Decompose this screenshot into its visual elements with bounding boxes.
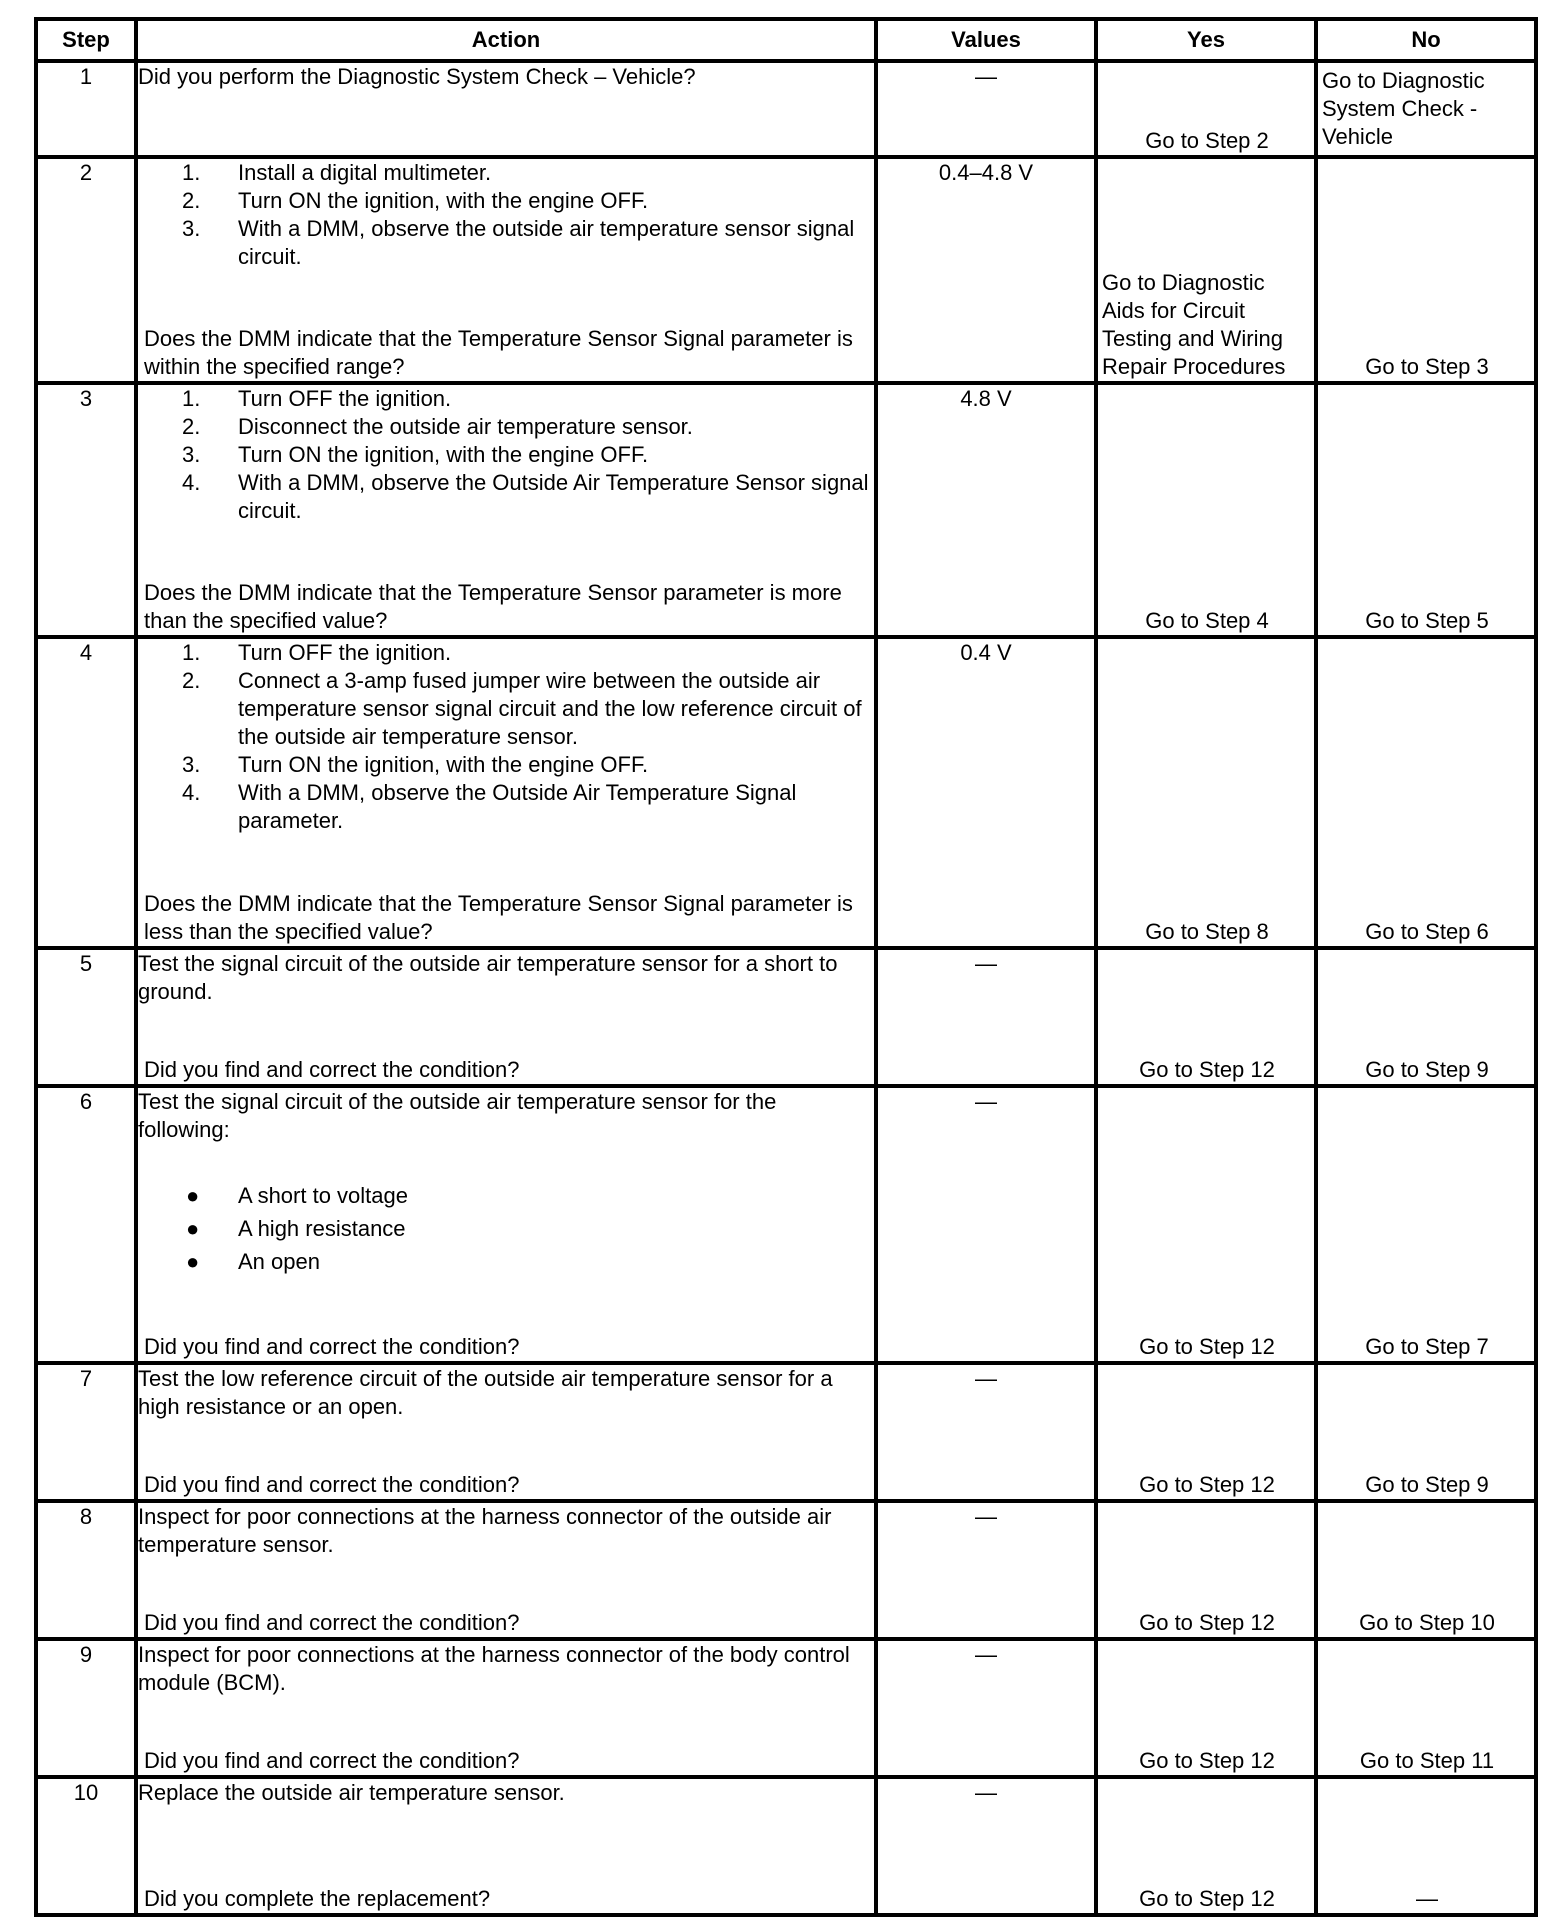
no-text: Go to Step 7: [1365, 1334, 1489, 1359]
yes-cell: [1096, 948, 1316, 1086]
values-cell: 0.4–4.8 V: [876, 157, 1096, 383]
yes-cell: [1096, 1501, 1316, 1639]
no-cell: [1316, 1639, 1536, 1777]
values-cell: —: [876, 61, 1096, 157]
action-intro: Test the signal circuit of the outside air temperature sensor for a short to ground.: [138, 951, 838, 1004]
action-intro: Test the signal circuit of the outside air temperature sensor for the following:: [138, 1089, 777, 1142]
header-no: No: [1316, 19, 1536, 61]
action-question: Does the DMM indicate that the Temperature Sensor parameter is more than the specified value?: [144, 580, 842, 633]
action-step: 3. Turn ON the ignition, with the engine OFF.: [182, 442, 649, 467]
step-number: 4: [36, 637, 136, 948]
action-intro: Test the low reference circuit of the outside air temperature sensor for a high resistance or an open.: [138, 1366, 833, 1419]
step-number: 6: [36, 1086, 136, 1363]
values-cell: 4.8 V: [876, 383, 1096, 637]
yes-text: Go to Step 2: [1145, 128, 1269, 153]
table-row: [36, 383, 1536, 637]
yes-text: Go to Diagnostic Aids for Circuit Testing and Wiring Repair Procedures: [1102, 270, 1286, 379]
action-question: Did you complete the replacement?: [144, 1886, 491, 1911]
action-bullet: ● An open: [186, 1249, 320, 1274]
action-steps: [138, 385, 874, 525]
no-cell: [1316, 1086, 1536, 1363]
action-intro: Inspect for poor connections at the harness connector of the outside air temperature sensor.: [138, 1504, 832, 1557]
yes-cell: [1096, 61, 1316, 157]
step-number: 8: [36, 1501, 136, 1639]
action-question: Did you find and correct the condition?: [144, 1748, 520, 1773]
action-question: Did you find and correct the condition?: [144, 1057, 520, 1082]
action-cell: [136, 1086, 876, 1363]
values-cell: —: [876, 1501, 1096, 1639]
table-row: [36, 1639, 1536, 1777]
no-text: Go to Diagnostic System Check - Vehicle: [1322, 68, 1485, 149]
yes-cell: [1096, 637, 1316, 948]
no-text: Go to Step 11: [1359, 1748, 1495, 1773]
action-step: 3. With a DMM, observe the outside air temperature sensor signal circuit.: [182, 216, 855, 269]
header-action: Action: [136, 19, 876, 61]
no-text: —: [1416, 1886, 1438, 1911]
action-question: Does the DMM indicate that the Temperature Sensor Signal parameter is less than the specified value?: [144, 891, 853, 944]
action-cell: [136, 637, 876, 948]
no-text: Go to Step 6: [1365, 919, 1489, 944]
step-number: 7: [36, 1363, 136, 1501]
no-cell: [1316, 157, 1536, 383]
step-number: 1: [36, 61, 136, 157]
values-cell: —: [876, 948, 1096, 1086]
yes-text: Go to Step 12: [1139, 1610, 1275, 1635]
action-cell: [136, 1639, 876, 1777]
no-cell: [1316, 1501, 1536, 1639]
header-row: [36, 19, 1536, 61]
values-cell: —: [876, 1086, 1096, 1363]
values-cell: —: [876, 1639, 1096, 1777]
yes-text: Go to Step 12: [1139, 1886, 1275, 1911]
values-cell: —: [876, 1363, 1096, 1501]
action-cell: [136, 61, 876, 157]
action-bullets: [138, 1182, 874, 1276]
yes-cell: [1096, 1639, 1316, 1777]
action-question: Did you find and correct the condition?: [144, 1472, 520, 1497]
no-cell: [1316, 383, 1536, 637]
header-yes: Yes: [1096, 19, 1316, 61]
action-step: 2. Turn ON the ignition, with the engine OFF.: [182, 188, 649, 213]
action-question: Does the DMM indicate that the Temperature Sensor Signal parameter is within the specified range?: [144, 326, 853, 379]
header-step: Step: [36, 19, 136, 61]
action-cell: [136, 1501, 876, 1639]
step-number: 5: [36, 948, 136, 1086]
action-step: 2. Connect a 3-amp fused jumper wire between the outside air temperature sensor signal circuit and the low reference circuit of the outside air temperature sensor.: [182, 668, 862, 749]
action-steps: [138, 159, 874, 271]
action-intro: Replace the outside air temperature sensor.: [138, 1780, 565, 1805]
yes-text: Go to Step 12: [1139, 1334, 1275, 1359]
action-intro: Inspect for poor connections at the harness connector of the body control module (BCM).: [138, 1642, 850, 1695]
action-step: 3. Turn ON the ignition, with the engine OFF.: [182, 752, 649, 777]
no-text: Go to Step 5: [1365, 608, 1489, 633]
action-intro: Did you perform the Diagnostic System Check – Vehicle?: [138, 64, 696, 89]
action-cell: [136, 948, 876, 1086]
action-step: 1. Install a digital multimeter.: [182, 160, 492, 185]
yes-cell: [1096, 1363, 1316, 1501]
yes-cell: [1096, 1777, 1316, 1915]
yes-text: Go to Step 12: [1139, 1472, 1275, 1497]
no-text: Go to Step 10: [1359, 1610, 1495, 1635]
action-question: Did you find and correct the condition?: [144, 1334, 520, 1359]
action-step: 4. With a DMM, observe the Outside Air Temperature Signal parameter.: [182, 780, 797, 833]
action-steps: [138, 639, 874, 835]
yes-text: Go to Step 4: [1145, 608, 1269, 633]
step-number: 2: [36, 157, 136, 383]
no-text: Go to Step 3: [1365, 354, 1489, 379]
no-text: Go to Step 9: [1365, 1057, 1489, 1082]
no-cell: [1316, 948, 1536, 1086]
yes-text: Go to Step 12: [1139, 1057, 1275, 1082]
no-cell: [1316, 637, 1536, 948]
diagnostic-table: [34, 17, 1538, 1917]
action-step: 2. Disconnect the outside air temperature sensor.: [182, 414, 693, 439]
values-cell: 0.4 V: [876, 637, 1096, 948]
action-cell: [136, 157, 876, 383]
action-step: 1. Turn OFF the ignition.: [182, 640, 452, 665]
table-row: [36, 1363, 1536, 1501]
yes-cell: [1096, 1086, 1316, 1363]
no-cell: [1316, 61, 1536, 157]
no-cell: [1316, 1363, 1536, 1501]
yes-cell: [1096, 383, 1316, 637]
table-row: [36, 1086, 1536, 1363]
step-number: 3: [36, 383, 136, 637]
no-cell: [1316, 1777, 1536, 1915]
action-bullet: ● A short to voltage: [186, 1183, 408, 1208]
action-bullet: ● A high resistance: [186, 1216, 406, 1241]
yes-text: Go to Step 8: [1145, 919, 1269, 944]
action-step: 4. With a DMM, observe the Outside Air Temperature Sensor signal circuit.: [182, 470, 869, 523]
header-values: Values: [876, 19, 1096, 61]
action-cell: [136, 1777, 876, 1915]
yes-cell: [1096, 157, 1316, 383]
table-row: [36, 948, 1536, 1086]
yes-text: Go to Step 12: [1139, 1748, 1275, 1773]
table-row: [36, 157, 1536, 383]
action-cell: [136, 1363, 876, 1501]
table-row: [36, 1501, 1536, 1639]
table-row: [36, 1777, 1536, 1915]
table-row: [36, 61, 1536, 157]
table-row: [36, 637, 1536, 948]
values-cell: —: [876, 1777, 1096, 1915]
step-number: 9: [36, 1639, 136, 1777]
action-cell: [136, 383, 876, 637]
action-step: 1. Turn OFF the ignition.: [182, 386, 452, 411]
action-question: Did you find and correct the condition?: [144, 1610, 520, 1635]
no-text: Go to Step 9: [1365, 1472, 1489, 1497]
step-number: 10: [36, 1777, 136, 1915]
